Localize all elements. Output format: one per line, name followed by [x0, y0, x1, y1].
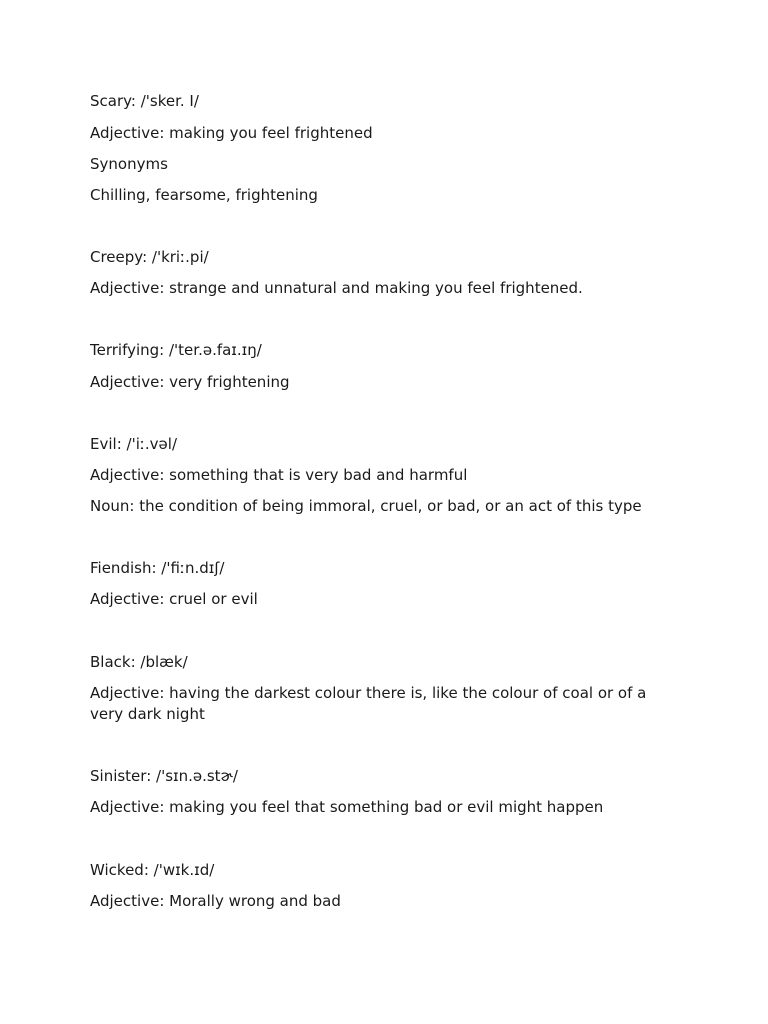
heading-creepy: Creepy: /'kriː.pi/: [90, 248, 209, 266]
definition-evil-noun: Noun: the condition of being immoral, cruel, or bad, or an act of this type: [90, 497, 642, 515]
definition-evil-adj: Adjective: something that is very bad and harmful: [90, 466, 468, 484]
definition-creepy: Adjective: strange and unnatural and making you feel frightened.: [90, 279, 583, 297]
heading-scary: Scary: /'sker. I/: [90, 92, 199, 110]
definition-scary: Adjective: making you feel frightened: [90, 124, 373, 142]
definition-fiendish: Adjective: cruel or evil: [90, 590, 258, 608]
heading-terrifying: Terrifying: /'ter.ə.faɪ.ɪŋ/: [90, 341, 262, 359]
synonyms-heading: Synonyms: [90, 155, 168, 173]
definition-black: Adjective: having the darkest colour there is, like the colour of coal or of a very dark night: [90, 684, 647, 723]
heading-sinister: Sinister: /'sɪn.ə.stɚ/: [90, 767, 238, 785]
definition-wicked: Adjective: Morally wrong and bad: [90, 892, 341, 910]
synonyms-list: Chilling, fearsome, frightening: [90, 186, 318, 204]
definition-terrifying: Adjective: very frightening: [90, 373, 290, 391]
heading-wicked: Wicked: /'wɪk.ɪd/: [90, 861, 215, 879]
heading-fiendish: Fiendish: /'fiːn.dɪʃ/: [90, 559, 225, 577]
heading-black: Black: /blæk/: [90, 653, 188, 671]
heading-evil: Evil: /'iː.vəl/: [90, 435, 178, 453]
definition-sinister: Adjective: making you feel that something bad or evil might happen: [90, 798, 604, 816]
